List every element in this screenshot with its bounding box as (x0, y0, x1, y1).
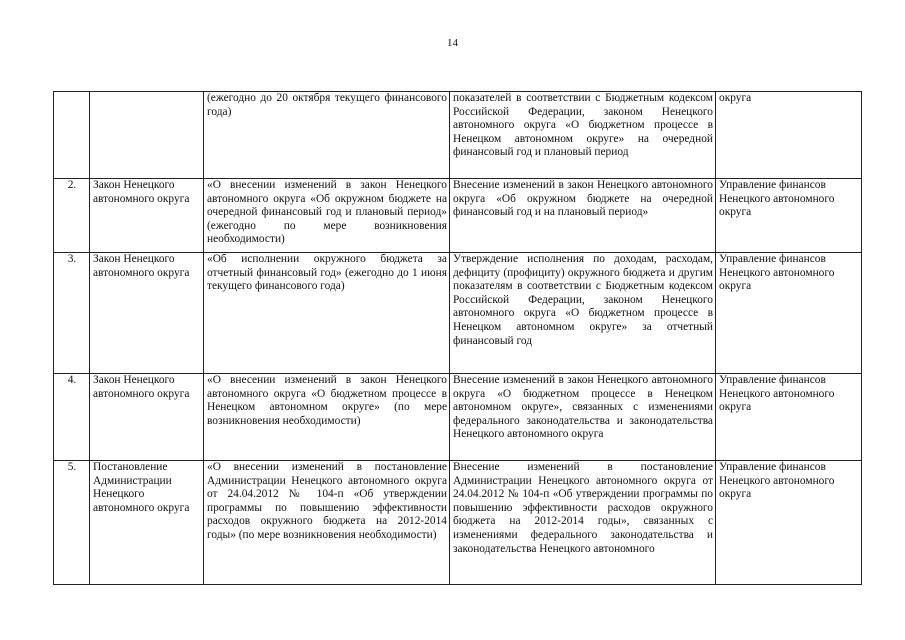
responsible-executor: Управление финансов Ненецкого автономного округа (716, 179, 862, 253)
document-title: «О внесении изменений в закон Ненецкого автономного округа «Об окружном бюджете на очередной финансовый год и плановый период» (ежегодно по мере возникновения необходимости) (204, 179, 450, 253)
table-row (54, 253, 862, 374)
document-title: «Об исполнении окружного бюджета за отчетный финансовый год» (ежегодно до 1 июня текущего финансового года) (204, 253, 450, 374)
document-content: Утверждение исполнения по доходам, расходам, дефициту (профициту) окружного бюджета и другим показателям в соответствии с Бюджетным кодексом Российской Федерации, законом Ненецкого автономного округа «О бюджетном процессе в Ненецком автономном округе» за отчетный финансовый год (450, 253, 716, 374)
row-number (54, 92, 90, 179)
table-row (54, 461, 862, 585)
responsible-executor: Управление финансов Ненецкого автономного округа (716, 253, 862, 374)
responsible-executor: Управление финансов Ненецкого автономного округа (716, 461, 862, 585)
document-type: Постановление Администрации Ненецкого автономного округа (90, 461, 204, 585)
document-type: Закон Ненецкого автономного округа (90, 253, 204, 374)
document-content: Внесение изменений в постановление Администрации Ненецкого автономного округа от 24.04.2012 № 104-п «Об утверждении программы по повышению эффективности расходов окружного бюджета на 2012-2014 годы», связанных с изменениями федерального законодательства и законодательства Ненецкого автономного (450, 461, 716, 585)
document-content: Внесение изменений в закон Ненецкого автономного округа «Об окружном бюджете на очередной финансовый год и на плановый период» (450, 179, 716, 253)
document-content: Внесение изменений в закон Ненецкого автономного округа «О бюджетном процессе в Ненецком автономном округе», связанных с изменениями федерального законодательства и законодательства Ненецкого автономного округа (450, 374, 716, 461)
table-row (54, 92, 862, 179)
document-title: «О внесении изменений в постановление Администрации Ненецкого автономного округа от 24.04.2012 № 104-п «Об утверждении программы по повышению эффективности расходов окружного бюджета на 2012-2014 годы» (по мере возникновения необходимости) (204, 461, 450, 585)
row-number: 5. (54, 461, 90, 585)
document-type: Закон Ненецкого автономного округа (90, 179, 204, 253)
row-number: 3. (54, 253, 90, 374)
page-number: 14 (447, 37, 458, 49)
row-number: 4. (54, 374, 90, 461)
document-type: Закон Ненецкого автономного округа (90, 374, 204, 461)
row-number: 2. (54, 179, 90, 253)
measures-table (53, 91, 862, 585)
responsible-executor: Управление финансов Ненецкого автономного округа (716, 374, 862, 461)
responsible-executor: округа (716, 92, 862, 179)
table-row (54, 374, 862, 461)
table-row (54, 179, 862, 253)
document-title: «О внесении изменений в закон Ненецкого автономного округа «О бюджетном процессе в Ненецком автономном округе» (по мере возникновения необходимости) (204, 374, 450, 461)
document-type (90, 92, 204, 179)
document-title: (ежегодно до 20 октября текущего финансового года) (204, 92, 450, 179)
document-content: показателей в соответствии с Бюджетным кодексом Российской Федерации, законом Ненецкого автономного округа «О бюджетном процессе в Ненецком автономном округе» на очередной финансовый год и плановый период (450, 92, 716, 179)
